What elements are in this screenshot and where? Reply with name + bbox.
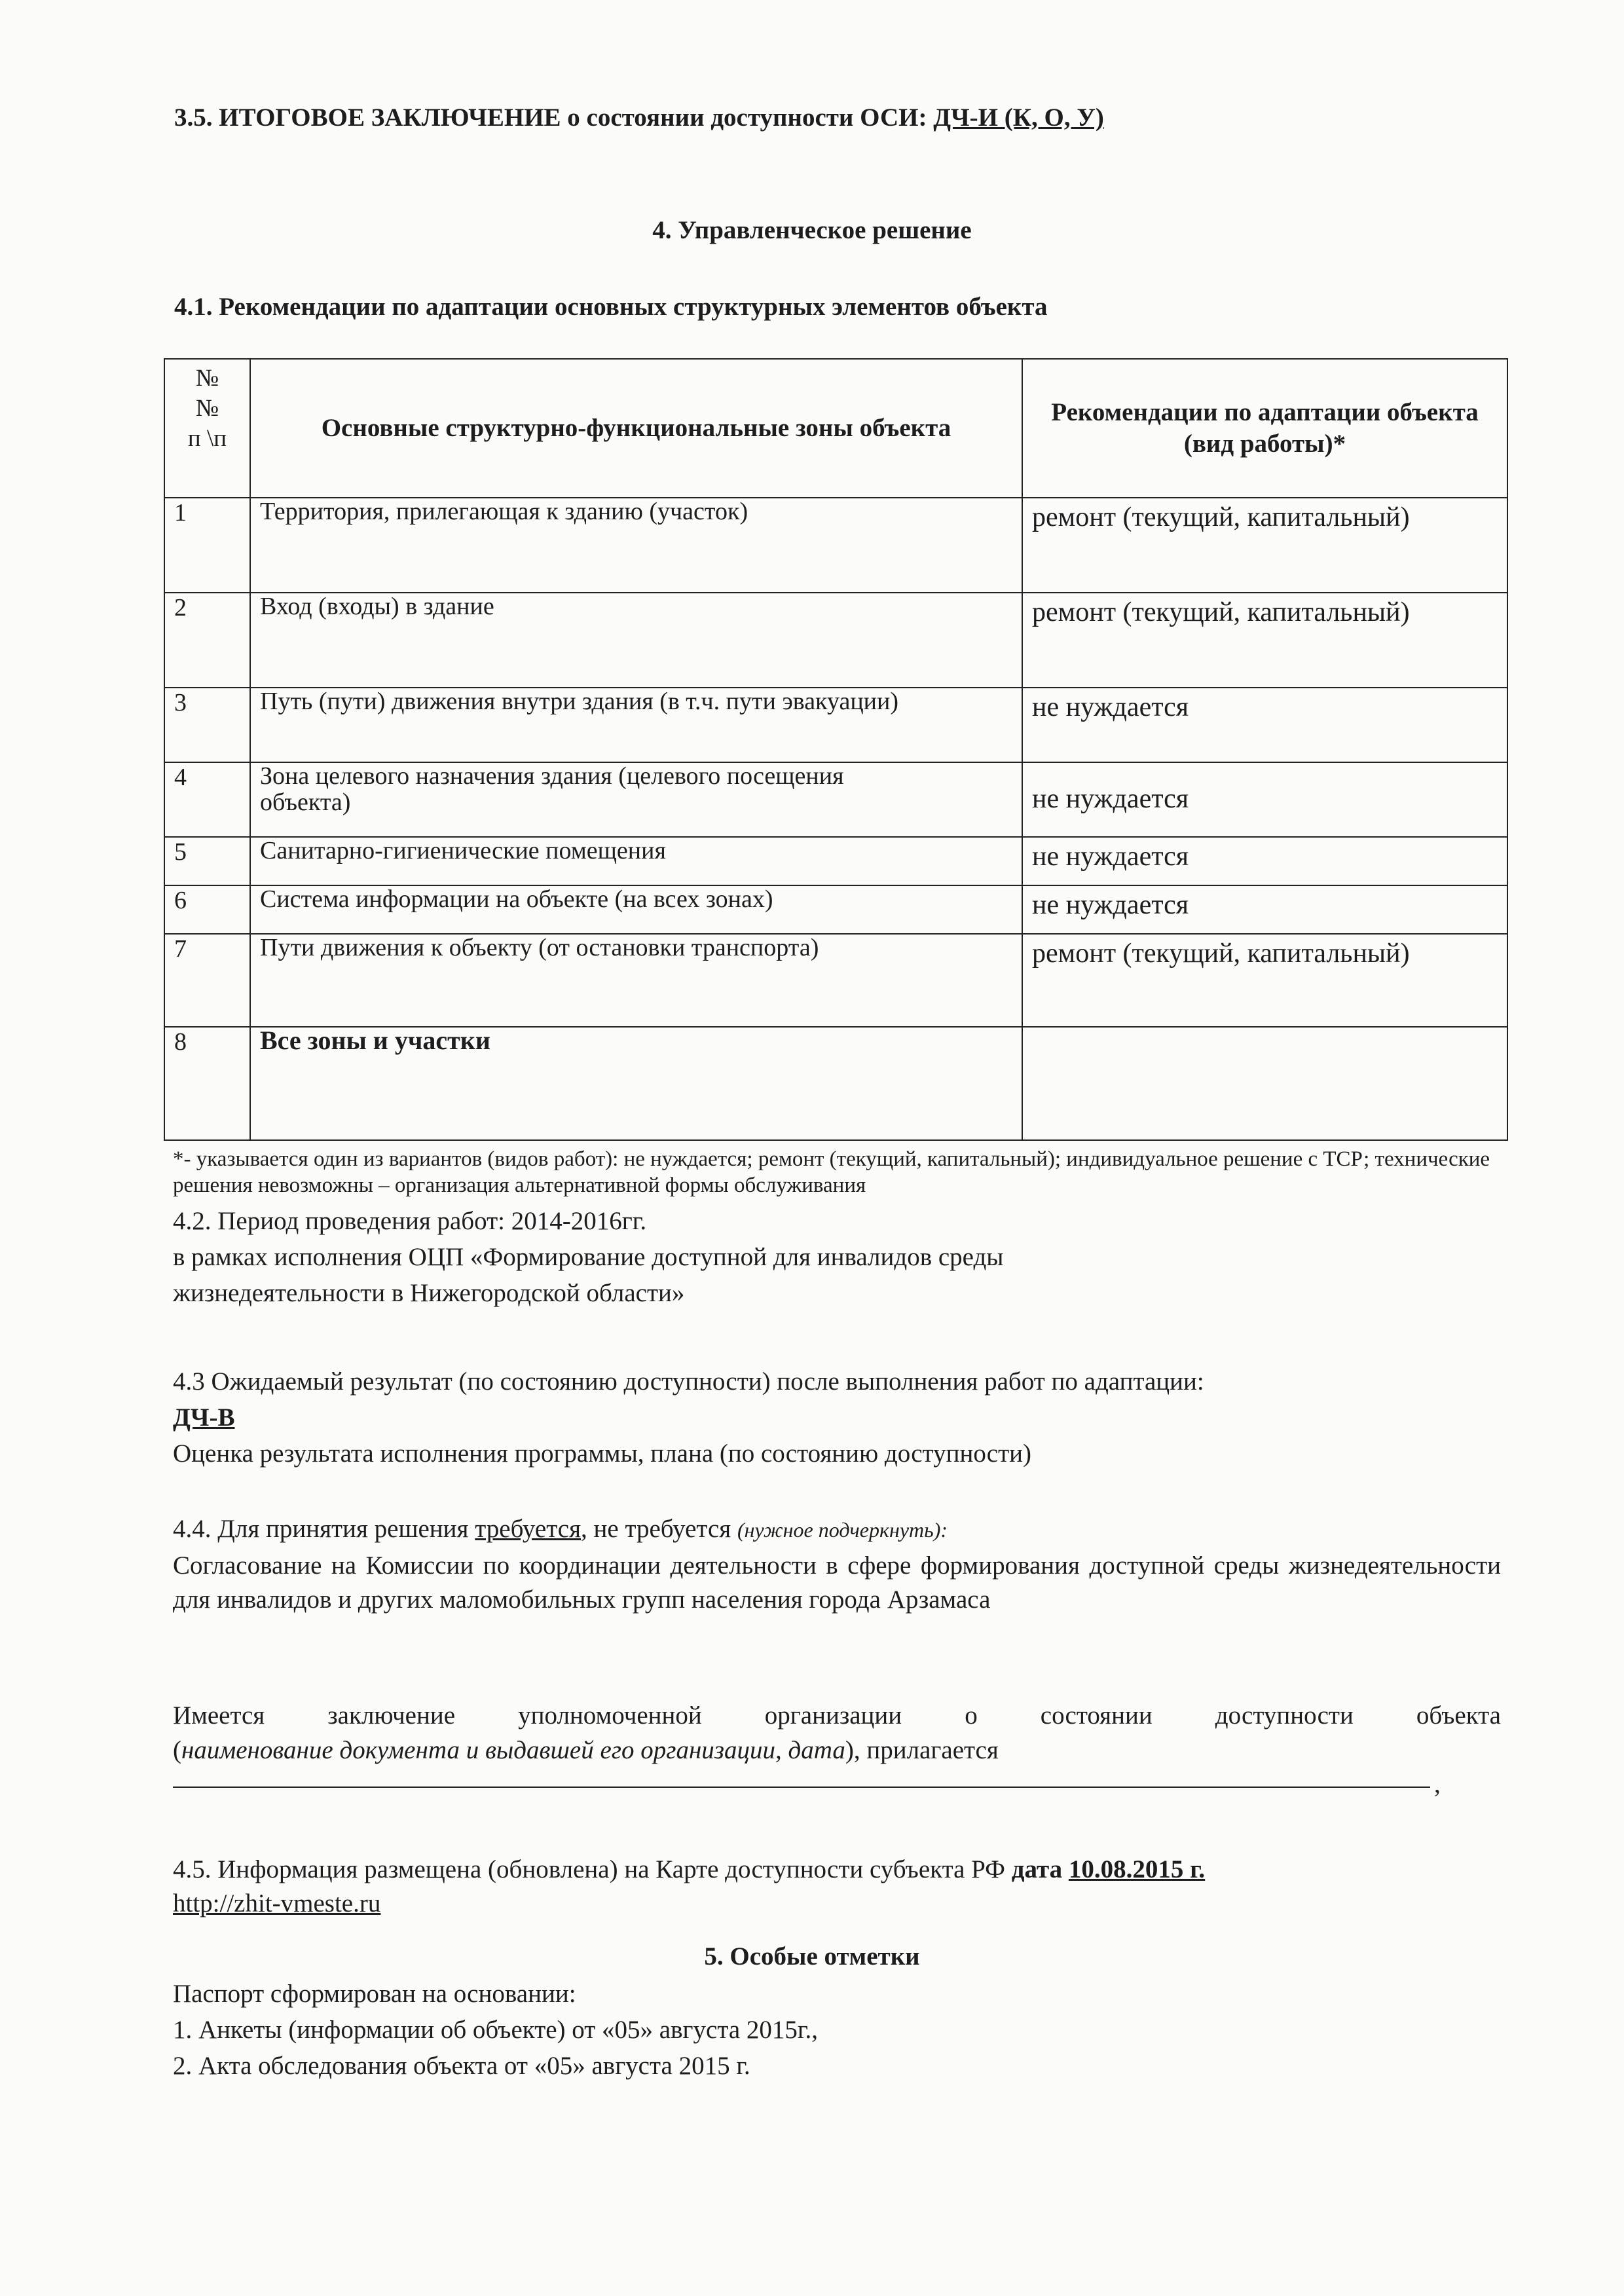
row-zone: Санитарно-гигиенические помещения bbox=[250, 837, 1022, 885]
table-footnote: *- указывается один из вариантов (видов работ): не нуждается; ремонт (текущий, капитальный); индивидуальное решение с ТСР; технические решения невозможны – организация альтернативной формы обслуживания bbox=[173, 1147, 1490, 1197]
row-num: 2 bbox=[164, 593, 250, 688]
row-num: 1 bbox=[164, 498, 250, 593]
adaptation-table bbox=[164, 358, 1508, 1141]
p-4-5-prefix: 4.5. Информация размещена (обновлена) на Карте доступности субъекта РФ bbox=[173, 1855, 1012, 1883]
row-zone: Система информации на объекте (на всех зонах) bbox=[250, 885, 1022, 934]
section-5-title: 5. Особые отметки bbox=[704, 1942, 920, 1971]
section-4-1-subtitle: 4.1. Рекомендации по адаптации основных структурных элементов объекта bbox=[174, 293, 1048, 321]
col-rec-header: Рекомендации по адаптации объекта (вид работы)* bbox=[1022, 359, 1507, 498]
table-row bbox=[164, 762, 1507, 837]
section-3-5-label: 3.5. ИТОГОВОЕ ЗАКЛЮЧЕНИЕ о состоянии доступности ОСИ: bbox=[174, 103, 934, 132]
row-recommendation: не нуждается bbox=[1022, 688, 1507, 762]
row-recommendation: ремонт (текущий, капитальный) bbox=[1022, 934, 1507, 1027]
map-url-link[interactable]: http://zhit-vmeste.ru bbox=[173, 1889, 381, 1917]
row-num: 6 bbox=[164, 885, 250, 934]
table-row bbox=[164, 934, 1507, 1027]
col-num-header-line1: № bbox=[195, 365, 219, 392]
paragraph-4-3-line3: Оценка результата исполнения программы, плана (по состоянию доступности) bbox=[173, 1439, 1032, 1468]
paragraph-4-2-line1: 4.2. Период проведения работ: 2014-2016гг. bbox=[173, 1207, 647, 1235]
p-conclusion-italic: наименование документа и выдавшей его организации, дата bbox=[181, 1736, 845, 1764]
table-header-row bbox=[164, 359, 1507, 498]
section-5-line1: Паспорт сформирован на основании: bbox=[173, 1980, 576, 2008]
blank-line-comma: , bbox=[1434, 1770, 1441, 1798]
col-num-header bbox=[164, 359, 250, 498]
row-zone: Зона целевого назначения здания (целевого посещения объекта) bbox=[250, 762, 1022, 837]
table-row bbox=[164, 885, 1507, 934]
col-num-header-line2: № bbox=[195, 395, 219, 422]
table-row bbox=[164, 837, 1507, 885]
row-num: 3 bbox=[164, 688, 250, 762]
row-num: 7 bbox=[164, 934, 250, 1027]
row-zone: Все зоны и участки bbox=[250, 1027, 1022, 1140]
row-recommendation bbox=[1022, 1027, 1507, 1140]
row-num: 5 bbox=[164, 837, 250, 885]
row-recommendation: не нуждается bbox=[1022, 762, 1507, 837]
section-3-5-heading bbox=[174, 103, 1104, 132]
paragraph-4-2-line3: жизнедеятельности в Нижегородской области» bbox=[173, 1279, 685, 1307]
col-zone-header: Основные структурно-функциональные зоны объекта bbox=[250, 359, 1022, 498]
p-4-4-note: (нужное подчеркнуть): bbox=[737, 1518, 948, 1542]
row-num: 8 bbox=[164, 1027, 250, 1140]
table-row bbox=[164, 498, 1507, 593]
expected-result-value: ДЧ-В bbox=[173, 1403, 235, 1432]
p-4-5-date-label: дата bbox=[1011, 1855, 1069, 1883]
paragraph-4-3-line1: 4.3 Ожидаемый результат (по состоянию доступности) после выполнения работ по адаптации: bbox=[173, 1367, 1204, 1396]
table-row bbox=[164, 1027, 1507, 1140]
section-4-title: 4. Управленческое решение bbox=[652, 216, 972, 244]
row-zone: Территория, прилегающая к зданию (участок) bbox=[250, 498, 1022, 593]
row-recommendation: ремонт (текущий, капитальный) bbox=[1022, 593, 1507, 688]
paragraph-conclusion-line1: Имеется заключение уполномоченной организации о состоянии доступности объекта bbox=[173, 1701, 1501, 1730]
row-zone: Вход (входы) в здание bbox=[250, 593, 1022, 688]
p-4-4-mid: , не требуется bbox=[581, 1515, 737, 1543]
p-4-4-required: требуется bbox=[475, 1515, 581, 1543]
section-5-line2: 1. Анкеты (информации об объекте) от «05» августа 2015г., bbox=[173, 2016, 819, 2044]
section-5-line3: 2. Акта обследования объекта от «05» августа 2015 г. bbox=[173, 2052, 750, 2080]
row-recommendation: не нуждается bbox=[1022, 885, 1507, 934]
p-conclusion-open: ( bbox=[173, 1736, 181, 1764]
paragraph-conclusion-line2 bbox=[173, 1734, 999, 1767]
table-row bbox=[164, 688, 1507, 762]
section-3-5-value: ДЧ-И (К, О, У) bbox=[933, 103, 1104, 132]
paragraph-4-2-line2: в рамках исполнения ОЦП «Формирование доступной для инвалидов среды bbox=[173, 1243, 1004, 1271]
row-recommendation: не нуждается bbox=[1022, 837, 1507, 885]
p-conclusion-close: ), прилагается bbox=[845, 1736, 999, 1764]
col-num-header-line3: п \п bbox=[187, 425, 227, 452]
blank-line bbox=[173, 1787, 1430, 1788]
row-num: 4 bbox=[164, 762, 250, 837]
p-4-4-prefix: 4.4. Для принятия решения bbox=[173, 1515, 475, 1543]
row-recommendation: ремонт (текущий, капитальный) bbox=[1022, 498, 1507, 593]
row-zone: Пути движения к объекту (от остановки транспорта) bbox=[250, 934, 1022, 1027]
p-4-5-date: 10.08.2015 г. bbox=[1068, 1855, 1206, 1883]
row-zone: Путь (пути) движения внутри здания (в т.ч. пути эвакуации) bbox=[250, 688, 1022, 762]
paragraph-4-4-body: Согласование на Комиссии по координации деятельности в сфере формирования доступной среды жизнедеятельности для инвалидов и других маломобильных групп населения города Арзамаса bbox=[173, 1551, 1501, 1614]
paragraph-4-5-line1 bbox=[173, 1853, 1205, 1886]
paragraph-4-4-heading bbox=[173, 1513, 948, 1546]
table-row bbox=[164, 593, 1507, 688]
